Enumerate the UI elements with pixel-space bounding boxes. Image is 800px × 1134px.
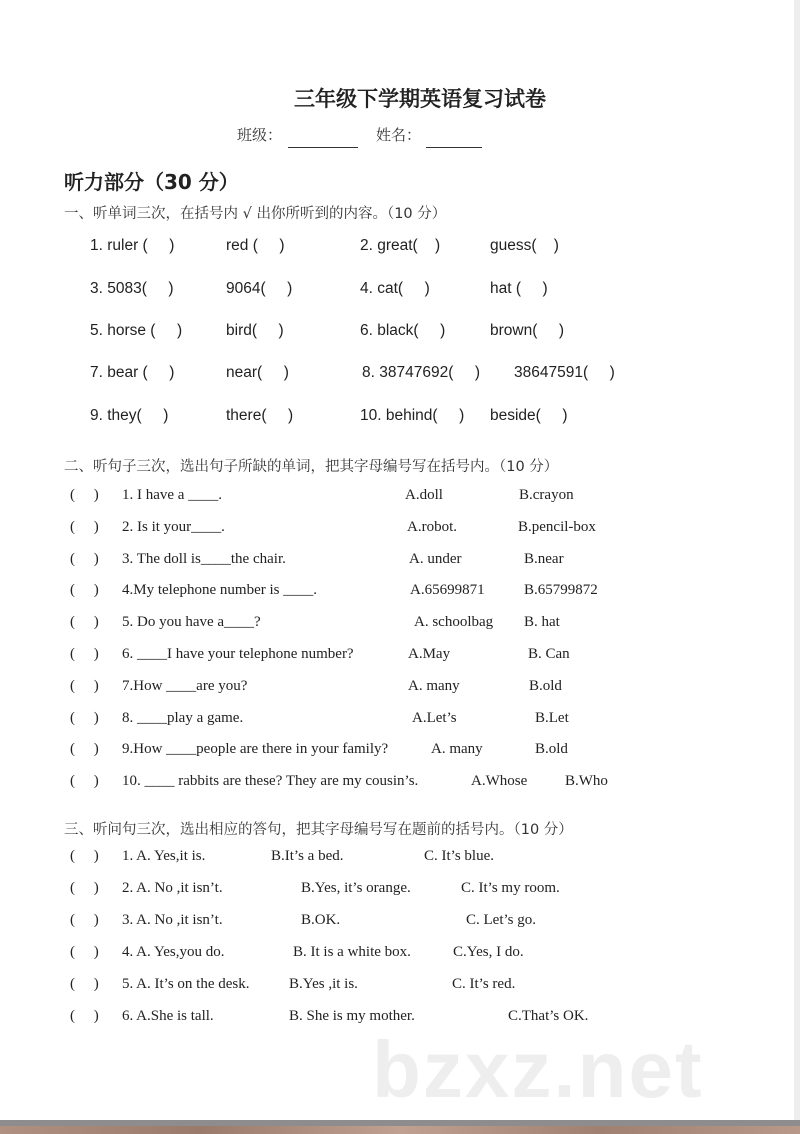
question-text: 3. The doll is____the chair. xyxy=(122,550,286,567)
option-a: A.doll xyxy=(405,487,443,503)
word-choice-item: 8. 38747692( ) xyxy=(362,364,481,381)
answer-bracket: ( ) xyxy=(70,912,99,928)
word-choice-item: there( ) xyxy=(226,407,294,424)
answer-bracket: ( ) xyxy=(70,1008,99,1024)
answer-bracket: ( ) xyxy=(70,741,99,758)
answer-bracket: ( ) xyxy=(70,614,99,631)
question-text: 7.How ____are you? xyxy=(122,677,248,694)
option-a: A.Let’s xyxy=(412,709,457,726)
option-b: B.Yes ,it is. xyxy=(289,976,358,992)
word-choice-item: guess( ) xyxy=(490,237,559,254)
option-c: C. It’s my room. xyxy=(461,880,560,896)
word-choice-item: 5. horse ( ) xyxy=(90,322,183,339)
option-a: A.Whose xyxy=(471,773,528,790)
question-text: 6. ____I have your telephone number? xyxy=(122,646,354,662)
word-choice-item: 2. great( ) xyxy=(360,237,441,254)
background-strip xyxy=(0,1126,800,1134)
answer-bracket: ( ) xyxy=(70,944,99,960)
option-a: 5. A. It’s on the desk. xyxy=(122,976,250,992)
option-c: C. It’s blue. xyxy=(424,848,494,864)
option-a: 4. A. Yes,you do. xyxy=(122,944,225,960)
name-blank xyxy=(426,128,482,148)
exam-title: 三年级下学期英语复习试卷 xyxy=(294,87,546,111)
option-b: B.Yes, it’s orange. xyxy=(301,880,411,896)
option-c: C.Yes, I do. xyxy=(453,944,524,960)
word-choice-item: near( ) xyxy=(226,364,289,381)
answer-bracket: ( ) xyxy=(70,677,99,694)
word-choice-item: hat ( ) xyxy=(490,280,548,297)
answer-bracket: ( ) xyxy=(70,487,99,503)
answer-bracket: ( ) xyxy=(70,773,99,790)
answer-bracket: ( ) xyxy=(70,518,99,535)
name-label: 姓名： xyxy=(376,126,422,144)
word-choice-item: 9. they( ) xyxy=(90,407,169,424)
option-a: A.May xyxy=(408,646,451,662)
word-choice-item: brown( ) xyxy=(490,322,565,339)
watermark: bzxz.net xyxy=(372,1025,704,1114)
section3-heading: 三、听问句三次，选出相应的答句，把其字母编号写在题前的括号内。（10 分） xyxy=(64,822,573,838)
option-b: B.Who xyxy=(565,773,608,790)
option-a: A.65699871 xyxy=(410,582,485,599)
question-text: 9.How ____people are there in your family? xyxy=(122,741,389,758)
option-b: B.pencil-box xyxy=(518,518,596,535)
word-choice-item: red ( ) xyxy=(226,237,285,254)
word-choice-item: 10. behind( ) xyxy=(360,407,465,424)
option-a: A.robot. xyxy=(407,518,457,535)
answer-bracket: ( ) xyxy=(70,550,99,567)
option-b: B.crayon xyxy=(519,487,574,503)
section1-heading: 一、听单词三次，在括号内 √ 出你所听到的内容。（10 分） xyxy=(64,206,447,222)
option-a: A. schoolbag xyxy=(414,614,494,631)
answer-bracket: ( ) xyxy=(70,976,99,992)
word-choice-item: bird( ) xyxy=(226,322,284,339)
option-b: B.old xyxy=(535,741,568,758)
answer-bracket: ( ) xyxy=(70,709,99,726)
answer-bracket: ( ) xyxy=(70,646,99,662)
question-text: 2. Is it your____. xyxy=(122,518,225,535)
option-a: 3. A. No ,it isn’t. xyxy=(122,912,223,928)
word-choice-item: 6. black( ) xyxy=(360,322,446,339)
class-label: 班级： xyxy=(237,126,283,144)
option-c: C.That’s OK. xyxy=(508,1008,589,1024)
option-b: B.OK. xyxy=(301,912,341,928)
word-choice-item: 38647591( ) xyxy=(514,364,615,381)
word-choice-item: 4. cat( ) xyxy=(360,280,430,297)
class-blank xyxy=(288,128,358,148)
option-b: B.Let xyxy=(535,709,569,726)
option-a: 6. A.She is tall. xyxy=(122,1008,214,1024)
option-b: B. It is a white box. xyxy=(293,944,411,960)
option-a: A. under xyxy=(409,550,462,567)
answer-bracket: ( ) xyxy=(70,880,99,896)
word-choice-item: beside( ) xyxy=(490,407,568,424)
option-a: A. many xyxy=(408,677,460,694)
section2-heading: 二、听句子三次，选出句子所缺的单词，把其字母编号写在括号内。（10 分） xyxy=(64,459,559,475)
question-text: 8. ____play a game. xyxy=(122,709,244,726)
word-choice-item: 1. ruler ( ) xyxy=(90,237,175,254)
option-b: B.65799872 xyxy=(524,582,598,599)
answer-bracket: ( ) xyxy=(70,582,99,599)
answer-bracket: ( ) xyxy=(70,848,99,864)
option-b: B. Can xyxy=(528,646,570,662)
option-b: B.near xyxy=(524,550,564,567)
question-text: 5. Do you have a____? xyxy=(122,614,261,631)
option-b: B.old xyxy=(529,677,562,694)
option-c: C. Let’s go. xyxy=(466,912,536,928)
option-a: 1. A. Yes,it is. xyxy=(122,848,206,864)
word-choice-item: 9064( ) xyxy=(226,280,293,297)
part-heading: 听力部分（30 分） xyxy=(64,170,239,194)
word-choice-item: 3. 5083( ) xyxy=(90,280,174,297)
question-text: 1. I have a ____. xyxy=(122,487,222,503)
option-b: B.It’s a bed. xyxy=(271,848,344,864)
page-edge xyxy=(794,0,800,1120)
option-c: C. It’s red. xyxy=(452,976,516,992)
question-text: 10. ____ rabbits are these? They are my cousin’s. xyxy=(122,773,419,790)
word-choice-item: 7. bear ( ) xyxy=(90,364,175,381)
option-a: A. many xyxy=(431,741,483,758)
question-text: 4.My telephone number is ____. xyxy=(122,582,317,599)
option-b: B. hat xyxy=(524,614,560,631)
option-a: 2. A. No ,it isn’t. xyxy=(122,880,223,896)
option-b: B. She is my mother. xyxy=(289,1008,415,1024)
